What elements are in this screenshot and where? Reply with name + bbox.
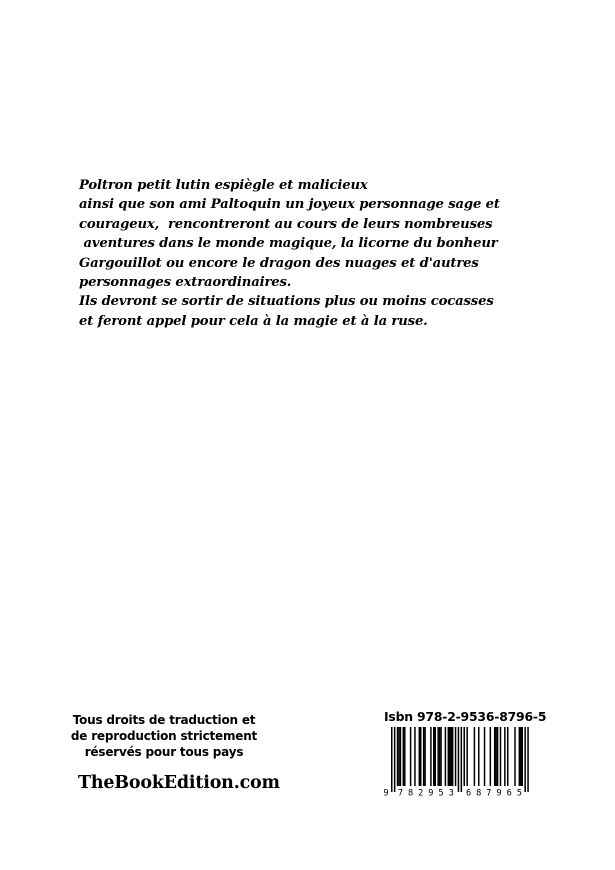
barcode-bar — [430, 727, 432, 786]
barcode-digit: 5 — [516, 788, 522, 797]
barcode-digit: 9 — [383, 788, 389, 797]
barcode-bar — [527, 727, 529, 792]
barcode-bar — [449, 727, 451, 786]
barcode-bar — [500, 727, 502, 786]
barcode-bar — [524, 727, 526, 792]
barcode-bar — [466, 727, 468, 786]
blurb-line-1: Poltron petit lutin espiègle et malicieux — [79, 178, 368, 193]
barcode-bar — [520, 727, 522, 786]
barcode-bar — [458, 727, 460, 792]
barcode-bar — [439, 727, 441, 786]
barcode-bar — [455, 727, 457, 786]
barcode-bar — [423, 727, 425, 786]
barcode-digit: 8 — [476, 788, 482, 797]
isbn-label: Isbn 978-2-9536-8796-5 — [384, 709, 547, 724]
barcode-bar — [448, 727, 450, 786]
barcode-bar — [391, 727, 393, 792]
barcode-bar — [495, 727, 497, 786]
barcode-digit: 9 — [428, 788, 434, 797]
barcode-bar — [490, 727, 492, 786]
barcode-digit: 3 — [448, 788, 454, 797]
barcode-bar — [522, 727, 524, 786]
barcode-digit: 2 — [418, 788, 424, 797]
blurb-line-6: personnages extraordinaires. — [79, 275, 292, 291]
rights-line-1: Tous droits de traduction et — [72, 713, 256, 727]
barcode-bar — [474, 727, 476, 786]
publisher-name: TheBookEdition.com — [78, 773, 280, 793]
barcode-bar — [437, 727, 439, 786]
barcode-bar — [414, 727, 416, 786]
barcode-bar — [507, 727, 509, 786]
barcode-bar — [394, 727, 396, 792]
barcode-bar — [494, 727, 496, 786]
barcode-digit: 9 — [496, 788, 502, 797]
barcode-digit: 6 — [506, 788, 512, 797]
barcode-digit: 7 — [397, 788, 404, 797]
barcode-bar — [398, 727, 400, 786]
rights-line-2: de reproduction strictement — [70, 729, 258, 743]
rights-line-3: réservés pour tous pays — [84, 745, 244, 759]
barcode-bar — [504, 727, 506, 786]
barcode-bar — [397, 727, 399, 786]
barcode-bar — [519, 727, 521, 786]
barcode-bar — [497, 727, 499, 786]
barcode-bar — [435, 727, 437, 786]
blurb-line-4: aventures dans le monde magique, la licorne du bonheur — [79, 236, 498, 252]
blurb-line-3: courageux, rencontreront au cours de leurs nombreuses — [79, 216, 493, 232]
back-cover-blurb — [79, 176, 579, 331]
barcode-bar — [445, 727, 447, 786]
blurb-line-2: ainsi que son ami Paltoquin un joyeux personnage sage et — [79, 197, 500, 213]
barcode-bar — [410, 727, 412, 786]
barcode-bar — [484, 727, 486, 786]
barcode-digit: 6 — [465, 788, 472, 797]
barcode-bar — [464, 727, 466, 786]
blurb-line-5: Gargouillot ou encore le dragon des nuages et d'autres — [79, 255, 479, 271]
blurb-line-7: Ils devront se sortir de situations plus ou moins cocasses — [79, 294, 494, 310]
barcode-bar — [461, 727, 463, 792]
barcode-bar — [424, 727, 426, 786]
barcode-bar — [403, 727, 405, 786]
barcode-bar — [440, 727, 442, 786]
barcode-digit: 8 — [407, 788, 414, 797]
isbn-barcode — [382, 726, 536, 797]
barcode-bar — [514, 727, 516, 786]
barcode-bar — [452, 727, 454, 786]
rights-notice — [64, 712, 264, 760]
barcode-bar — [433, 727, 435, 786]
barcode-bar — [419, 727, 421, 786]
blurb-line-8: et feront appel pour cela à la magie et à la ruse. — [79, 313, 428, 329]
barcode-bar — [450, 727, 452, 786]
barcode-bar — [478, 727, 480, 786]
barcode-bar — [400, 727, 402, 786]
barcode-bar — [404, 727, 406, 786]
barcode-digit: 5 — [438, 788, 444, 797]
barcode-bar — [420, 727, 422, 786]
barcode-digit: 7 — [486, 788, 492, 797]
